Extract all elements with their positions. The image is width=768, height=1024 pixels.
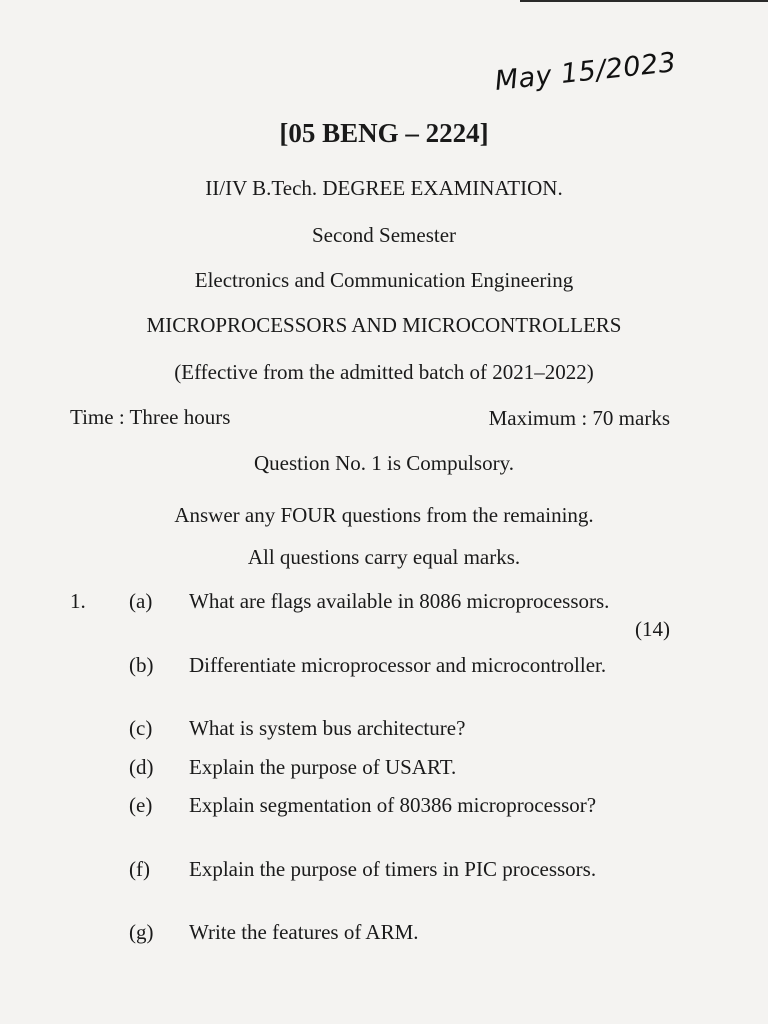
paper-code: [05 BENG – 2224] — [279, 118, 489, 148]
part-label: (e) — [129, 793, 153, 817]
part-label: (c) — [129, 716, 153, 740]
effective-batch: (Effective from the admitted batch of 2021–2022) — [174, 360, 594, 384]
question-number: 1. — [70, 589, 86, 613]
part-label: (a) — [129, 589, 153, 613]
maximum-marks: Maximum : 70 marks — [488, 406, 670, 430]
instruction-compulsory: Question No. 1 is Compulsory. — [254, 451, 514, 475]
part-label: (d) — [129, 755, 154, 779]
part-text: Explain segmentation of 80386 microprocessor? — [189, 793, 597, 817]
instruction-equal-marks: All questions carry equal marks. — [247, 545, 521, 569]
part-text: Differentiate microprocessor and microcontroller. — [189, 653, 607, 677]
instruction-answer-four: Answer any FOUR questions from the remaining. — [174, 503, 594, 527]
duration: Time : Three hours — [70, 405, 231, 429]
part-text: What are flags available in 8086 microprocessors. — [189, 589, 610, 613]
question-marks: (14) — [635, 617, 670, 641]
part-label: (b) — [129, 653, 154, 677]
part-label: (f) — [129, 857, 150, 881]
part-text: Write the features of ARM. — [189, 920, 419, 944]
part-text: Explain the purpose of timers in PIC processors. — [189, 857, 597, 881]
semester: Second Semester — [311, 223, 457, 247]
top-border-line — [520, 0, 768, 2]
exam-title: II/IV B.Tech. DEGREE EXAMINATION. — [205, 176, 563, 200]
part-text: What is system bus architecture? — [189, 716, 466, 740]
part-label: (g) — [129, 920, 154, 944]
part-text: Explain the purpose of USART. — [189, 755, 457, 779]
subject: MICROPROCESSORS AND MICROCONTROLLERS — [146, 313, 622, 337]
handwritten-date: May 15/2023 — [493, 47, 678, 97]
branch: Electronics and Communication Engineering — [194, 268, 574, 292]
